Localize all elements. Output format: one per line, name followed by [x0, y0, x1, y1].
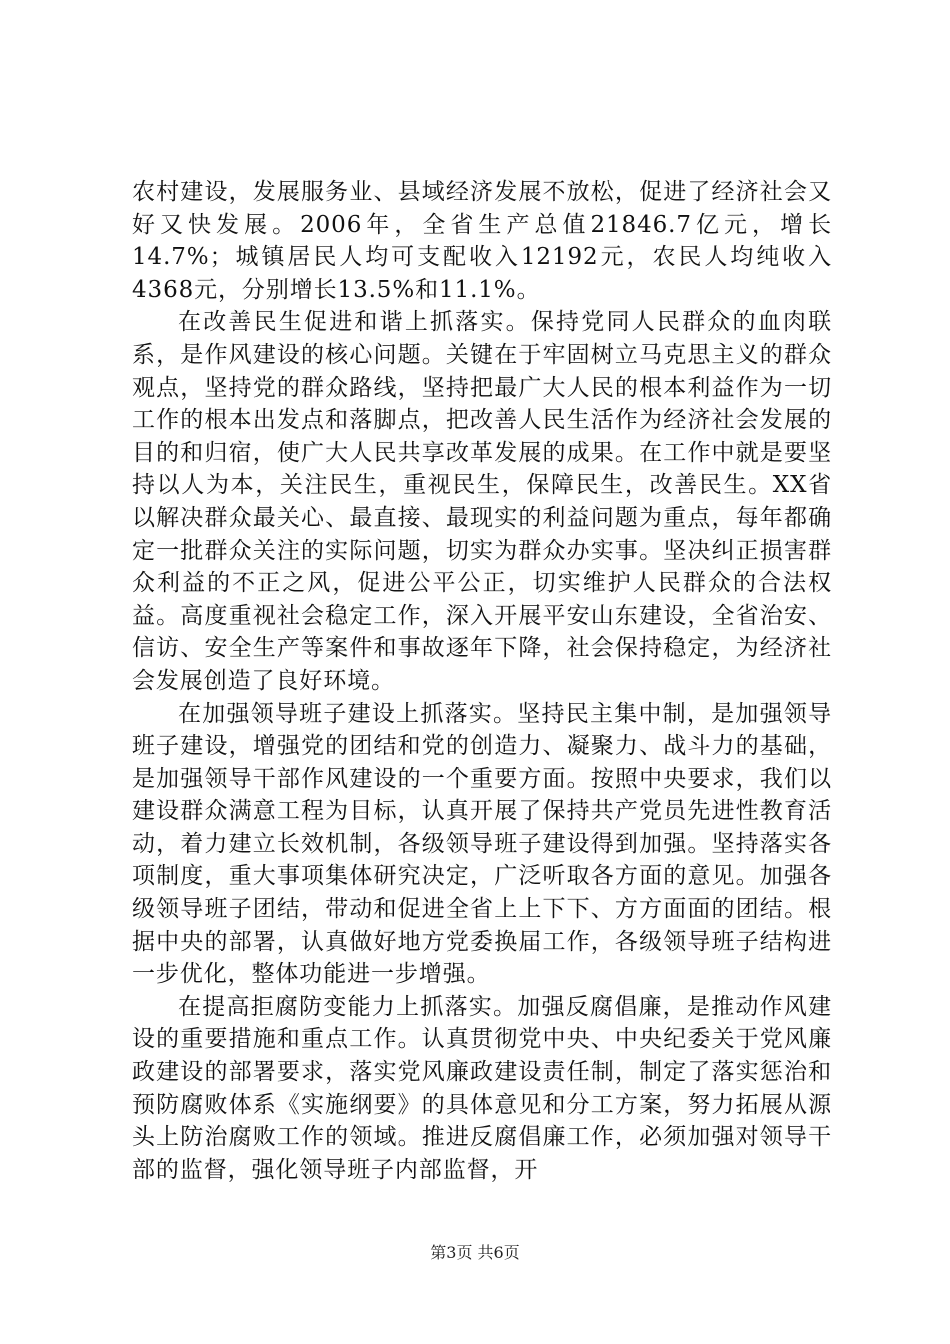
paragraph-4: 在提高拒腐防变能力上抓落实。加强反腐倡廉，是推动作风建设的重要措施和重点工作。认真贯彻党中央、中央纪委关于党风廉政建设的部署要求，落实党风廉政建设责任制，制定了落实惩治和预防腐败体系《实施纲要》的具体意见和分工方案，努力拓展从源头上防治腐败工作的领域。推进反腐倡廉工作，必须加强对领导干部的监督，强化领导班子内部监督，开 — [132, 993, 832, 1183]
paragraph-1: 农村建设，发展服务业、县域经济发展不放松，促进了经济社会又好又快发展。2006年，全省生产总值21846.7亿元，增长14.7%；城镇居民人均可支配收入12192元，农民人均纯收入4368元，分别增长13.5%和11.1%。 — [132, 179, 832, 303]
page-number-footer: 第3页 共6页 — [430, 1243, 520, 1262]
paragraph-3: 在加强领导班子建设上抓落实。坚持民主集中制，是加强领导班子建设，增强党的团结和党的创造力、凝聚力、战斗力的基础，是加强领导干部作风建设的一个重要方面。按照中央要求，我们以建设群众满意工程为目标，认真开展了保持共产党员先进性教育活动，着力建立长效机制，各级领导班子建设得到加强。坚持落实各项制度，重大事项集体研究决定，广泛听取各方面的意见。加强各级领导班子团结，带动和促进全省上上下下、方方面面的团结。根据中央的部署，认真做好地方党委换届工作，各级领导班子结构进一步优化，整体功能进一步增强。 — [132, 700, 832, 988]
paragraph-2: 在改善民生促进和谐上抓落实。保持党同人民群众的血肉联系，是作风建设的核心问题。关键在于牢固树立马克思主义的群众观点，坚持党的群众路线，坚持把最广大人民的根本利益作为一切工作的根本出发点和落脚点，把改善人民生活作为经济社会发展的目的和归宿，使广大人民共享改革发展的成果。在工作中就是要坚持以人为本，关注民生，重视民生，保障民生，改善民生。XX省以解决群众最关心、最直接、最现实的利益问题为重点，每年都确定一批群众关注的实际问题，切实为群众办实事。坚决纠正损害群众利益的不正之风，促进公平公正，切实维护人民群众的合法权益。高度重视社会稳定工作，深入开展平安山东建设，全省治安、信访、安全生产等案件和事故逐年下降，社会保持稳定，为经济社会发展创造了良好环境。 — [132, 309, 832, 694]
document-body — [132, 176, 832, 1186]
